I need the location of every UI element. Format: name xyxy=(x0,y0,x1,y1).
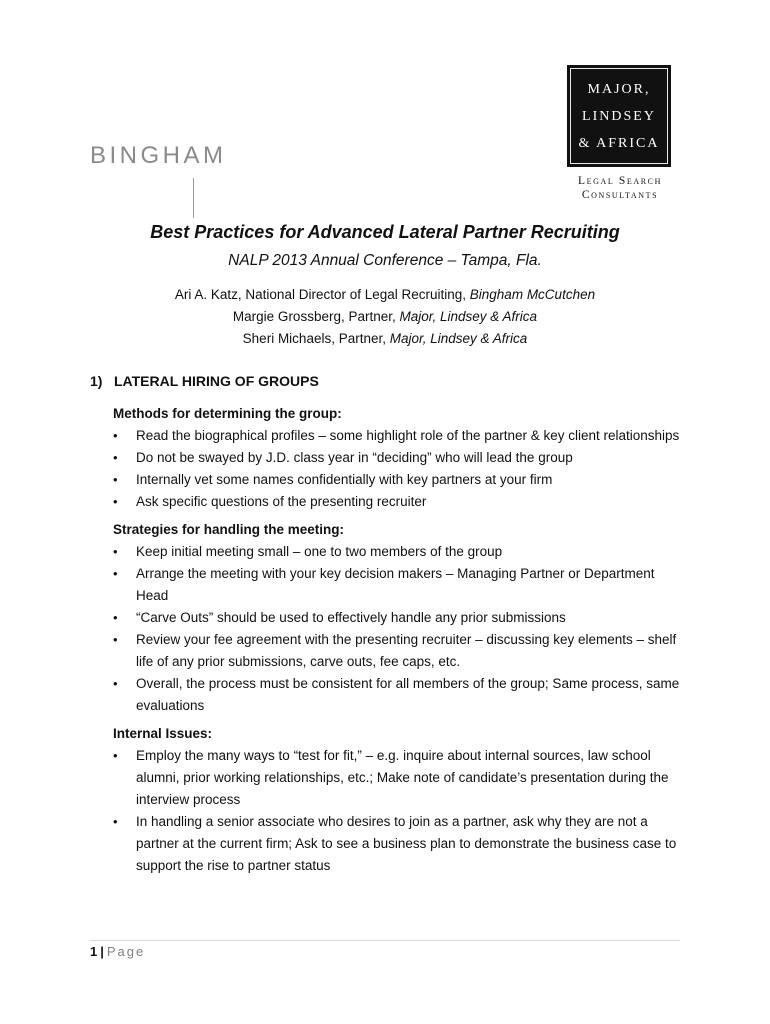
bullet-item: • Overall, the process must be consistent for all members of the group; Same process, same evaluations xyxy=(113,673,683,717)
document-subtitle: NALP 2013 Annual Conference – Tampa, Fla. xyxy=(228,252,542,269)
bullet-item: • Arrange the meeting with your key decision makers – Managing Partner or Department Head xyxy=(113,563,683,607)
bullet-list xyxy=(113,745,683,877)
speaker-line: Margie Grossberg, Partner, Major, Lindsey & Africa xyxy=(232,309,538,324)
bingham-logo xyxy=(90,142,227,170)
speaker-org: Major, Lindsey & Africa xyxy=(389,331,528,346)
subheading: Internal Issues: xyxy=(113,726,213,741)
speaker-org: Bingham McCutchen xyxy=(469,287,596,302)
bullet-item: • In handling a senior associate who desires to join as a partner, ask why they are not a partner at the current firm; Ask to see a business plan to demonstrate the business case to support the rise to partner status xyxy=(113,811,683,877)
bullet-item: • Do not be swayed by J.D. class year in “deciding” who will lead the group xyxy=(113,447,683,469)
page-footer xyxy=(90,944,145,959)
bullet-item: • “Carve Outs” should be used to effectively handle any prior submissions xyxy=(113,607,683,629)
section-number: 1) xyxy=(90,373,103,389)
bullet-item: • Ask specific questions of the presenting recruiter xyxy=(113,491,683,513)
bullet-item: • Review your fee agreement with the presenting recruiter – discussing key elements – shelf life of any prior submissions, carve outs, fee caps, etc. xyxy=(113,629,683,673)
footer-separator: | xyxy=(100,944,104,959)
footer-divider xyxy=(90,940,680,941)
document-title: Best Practices for Advanced Lateral Partner Recruiting xyxy=(150,222,620,242)
speaker-list xyxy=(0,284,770,350)
bullet-list xyxy=(113,425,683,513)
page-number: 1 xyxy=(90,944,98,959)
mla-tagline xyxy=(567,174,673,202)
mla-tagline-line: Consultants xyxy=(581,189,659,201)
mla-logo-line: MAJOR, xyxy=(587,81,651,97)
bullet-item: • Employ the many ways to “test for fit,” – e.g. inquire about internal sources, law school alumni, prior working relationships, etc.; Make note of candidate’s presentation during the interview process xyxy=(113,745,683,811)
mla-tagline-line: Legal Search xyxy=(578,175,662,187)
speaker-line: Sheri Michaels, Partner, Major, Lindsey & Africa xyxy=(242,331,528,346)
mla-logo-line: & AFRICA xyxy=(578,135,660,151)
bullet-item: • Keep initial meeting small – one to two members of the group xyxy=(113,541,683,563)
bullet-list xyxy=(113,541,683,717)
section-heading xyxy=(90,373,319,389)
section-content xyxy=(113,403,683,877)
speaker-org: Major, Lindsey & Africa xyxy=(399,309,538,324)
speaker-line: Ari A. Katz, National Director of Legal Recruiting, Bingham McCutchen xyxy=(174,287,596,302)
page-label: Page xyxy=(106,944,146,959)
bingham-logo-text: BINGHAM xyxy=(90,142,227,169)
subheading: Methods for determining the group: xyxy=(113,406,342,421)
subheading: Strategies for handling the meeting: xyxy=(113,522,345,537)
section-title: LATERAL HIRING OF GROUPS xyxy=(114,373,319,389)
bullet-item: • Read the biographical profiles – some highlight role of the partner & key client relationships xyxy=(113,425,683,447)
bingham-logo-rule xyxy=(193,178,194,218)
bullet-item: • Internally vet some names confidentially with key partners at your firm xyxy=(113,469,683,491)
mla-logo-line: LINDSEY xyxy=(582,108,656,124)
mla-logo xyxy=(567,65,671,167)
